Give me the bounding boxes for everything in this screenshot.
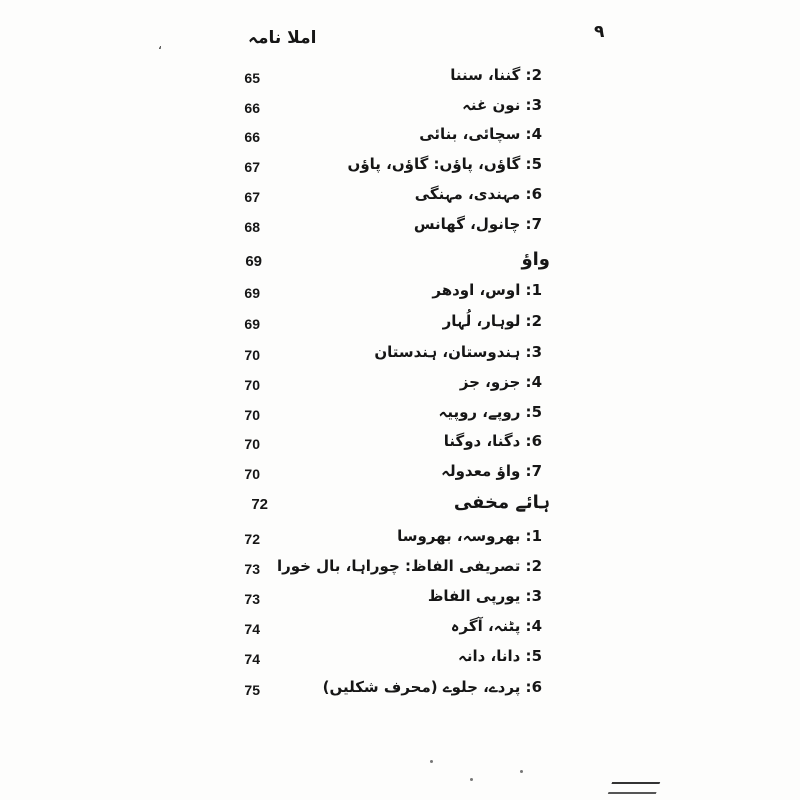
toc-entry [0, 432, 800, 462]
toc-entry-title: 2: لوہار، لُہار [442, 312, 542, 330]
toc-entry-title: 3: نون غنہ [462, 96, 542, 114]
toc-entry-page-number: 69 [244, 285, 260, 301]
toc-entry-title: واؤ [521, 249, 550, 270]
toc-entry-title: 5: روپے، روپیہ [438, 403, 542, 421]
toc-entry-page-number: 72 [244, 531, 260, 547]
toc-entry-title: 2: گننا، سننا [450, 66, 542, 84]
toc-entry [0, 66, 800, 96]
running-header-title: املا نامہ [248, 28, 317, 48]
toc-entry-page-number: 70 [244, 377, 260, 393]
toc-entry-title: 6: مہندی، مہنگی [414, 185, 542, 203]
toc-entry-title: 4: جزو، جز [459, 373, 542, 391]
toc-entry-page-number: 65 [244, 70, 260, 86]
toc-entry-page-number: 70 [244, 407, 260, 423]
toc-section-heading [0, 249, 800, 279]
toc-entry-page-number: 70 [244, 436, 260, 452]
toc-entry-page-number: 70 [244, 466, 260, 482]
toc-entry [0, 215, 800, 245]
toc-entry [0, 185, 800, 215]
toc-entry [0, 125, 800, 155]
toc-entry-page-number: 66 [244, 129, 260, 145]
toc-entry-page-number: 69 [244, 316, 260, 332]
toc-entry-title: ہائے مخفی [453, 492, 550, 513]
toc-entry-title: 4: سچائی، بنائی [419, 125, 542, 143]
page-number: ۹ [594, 22, 605, 42]
toc-entry-title: 4: پٹنہ، آگرہ [450, 617, 542, 635]
toc-entry-page-number: 67 [244, 189, 260, 205]
toc-entry-title: 2: تصریفی الفاظ: چوراہا، بال خورا [276, 557, 542, 575]
toc-entry [0, 281, 800, 311]
toc-entry-title: 1: اوس، اودھر [432, 281, 542, 299]
toc-entry [0, 462, 800, 492]
toc-entry [0, 678, 800, 708]
toc-entry [0, 96, 800, 126]
toc-entry-title: 1: بھروسہ، بھروسا [397, 527, 542, 545]
toc-entry-page-number: 66 [244, 100, 260, 116]
toc-entry-title: 7: واؤ معدولہ [441, 462, 542, 480]
toc-entry [0, 617, 800, 647]
toc-entry-page-number: 68 [244, 219, 260, 235]
toc-entry-page-number: 73 [244, 591, 260, 607]
toc-entry-page-number: 74 [244, 621, 260, 637]
toc-entry-title: 3: یورپی الفاظ [427, 587, 542, 605]
toc-entry [0, 403, 800, 433]
scan-artifact [608, 782, 660, 794]
scan-speck [430, 760, 433, 763]
toc-entry-title: 5: دانا، دانہ [458, 647, 542, 665]
toc-entry-page-number: 69 [245, 253, 262, 270]
toc-entry-title: 6: پردے، جلوے (محرف شکلیں) [322, 678, 542, 696]
toc-entry [0, 343, 800, 373]
toc-entry [0, 527, 800, 557]
scan-speck [470, 778, 473, 781]
toc-entry [0, 587, 800, 617]
toc-entry [0, 373, 800, 403]
toc-entry-page-number: 67 [244, 159, 260, 175]
toc-entry-title: 6: دگنا، دوگنا [443, 432, 542, 450]
toc-entry-page-number: 73 [244, 561, 260, 577]
toc-entry-page-number: 70 [244, 347, 260, 363]
toc-entry [0, 312, 800, 342]
toc-entry [0, 155, 800, 185]
scan-speck [520, 770, 523, 773]
header-comma: ، [158, 38, 162, 52]
toc-section-heading [0, 492, 800, 522]
toc-entry-page-number: 72 [251, 496, 268, 513]
toc-entry [0, 557, 800, 587]
toc-entry-title: 3: ہندوستان، ہندستان [374, 343, 542, 361]
toc-entry-title: 5: گاؤں، پاؤں: گاؤں، پاؤں [347, 155, 542, 173]
toc-entry [0, 647, 800, 677]
toc-entry-page-number: 74 [244, 651, 260, 667]
toc-entry-page-number: 75 [244, 682, 260, 698]
toc-entry-title: 7: چانول، گھانس [413, 215, 542, 233]
